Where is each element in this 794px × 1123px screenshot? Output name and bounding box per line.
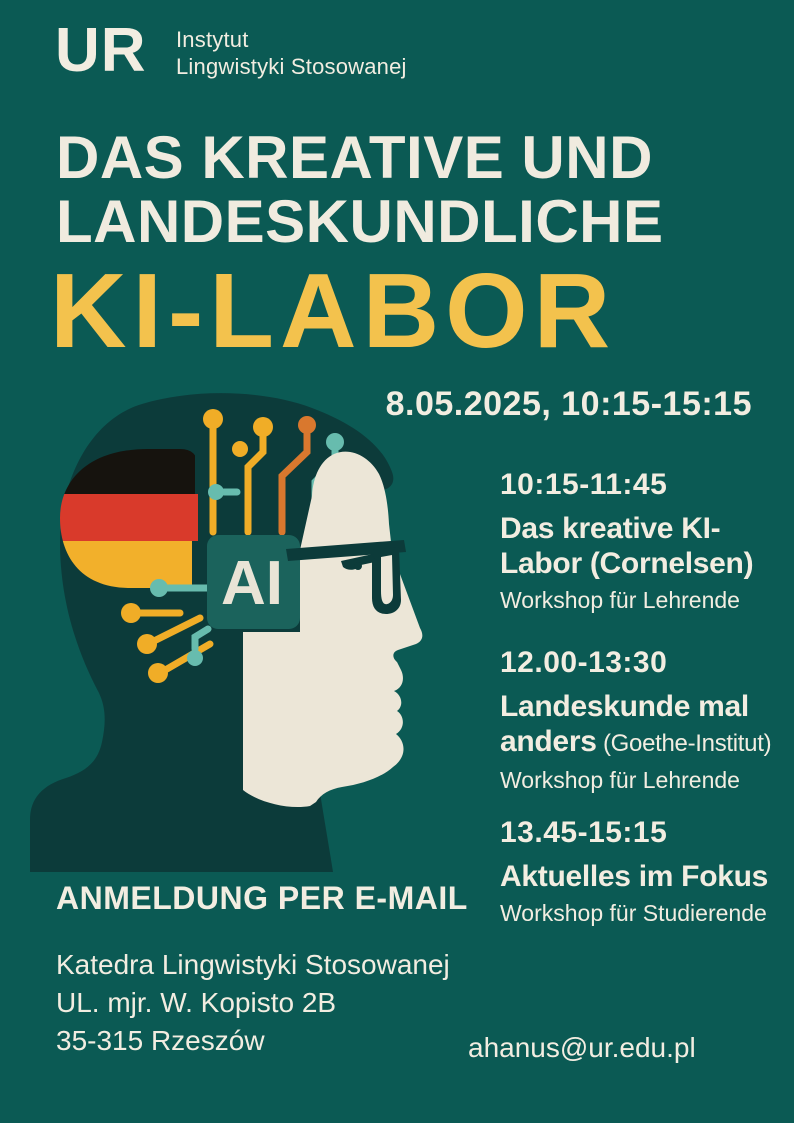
ur-logo: UR (55, 16, 147, 85)
session-title-suffix: (Goethe-Institut) (596, 730, 772, 757)
session-time: 10:15-11:45 (500, 468, 668, 501)
poster-title-line2: LANDESKUNDLICHE (56, 188, 664, 255)
schedule-session-1 (500, 468, 790, 614)
event-datetime: 8.05.2025, 10:15-15:15 (385, 385, 752, 423)
head-illustration (30, 392, 470, 872)
session-time: 12.00-13:30 (500, 646, 668, 679)
session-subtitle: Workshop für Studierende (500, 900, 767, 926)
address-line3: 35-315 Rzeszów (56, 1025, 265, 1056)
poster-title (56, 126, 664, 254)
session-subtitle: Workshop für Lehrende (500, 587, 740, 613)
contact-email: ahanus@ur.edu.pl (468, 1032, 696, 1063)
ki-labor-title: KI-LABOR (50, 252, 617, 370)
institute-name (176, 26, 407, 80)
address-line1: Katedra Lingwistyki Stosowanej (56, 949, 450, 980)
institute-line1: Instytut (176, 27, 249, 52)
institute-line2: Lingwistyki Stosowanej (176, 54, 407, 79)
flag-stripe-red (58, 494, 200, 541)
address-line2: UL. mjr. W. Kopisto 2B (56, 987, 337, 1018)
poster-title-line1: DAS KREATIVE UND (56, 124, 653, 191)
session-title: Landeskunde mal anders (Goethe-Institut) (500, 690, 772, 758)
ai-chip-label: AI (221, 549, 283, 618)
schedule-session-3 (500, 816, 790, 927)
address-block (56, 946, 450, 1060)
session-time: 13.45-15:15 (500, 816, 668, 849)
session-subtitle: Workshop für Lehrende (500, 767, 740, 793)
session-title: Das kreative KI- Labor (Cornelsen) (500, 512, 754, 580)
registration-heading: ANMELDUNG PER E-MAIL (56, 880, 468, 916)
eye-dot (354, 562, 362, 570)
session-title: Aktuelles im Fokus (500, 860, 769, 893)
schedule-session-2 (500, 646, 790, 794)
